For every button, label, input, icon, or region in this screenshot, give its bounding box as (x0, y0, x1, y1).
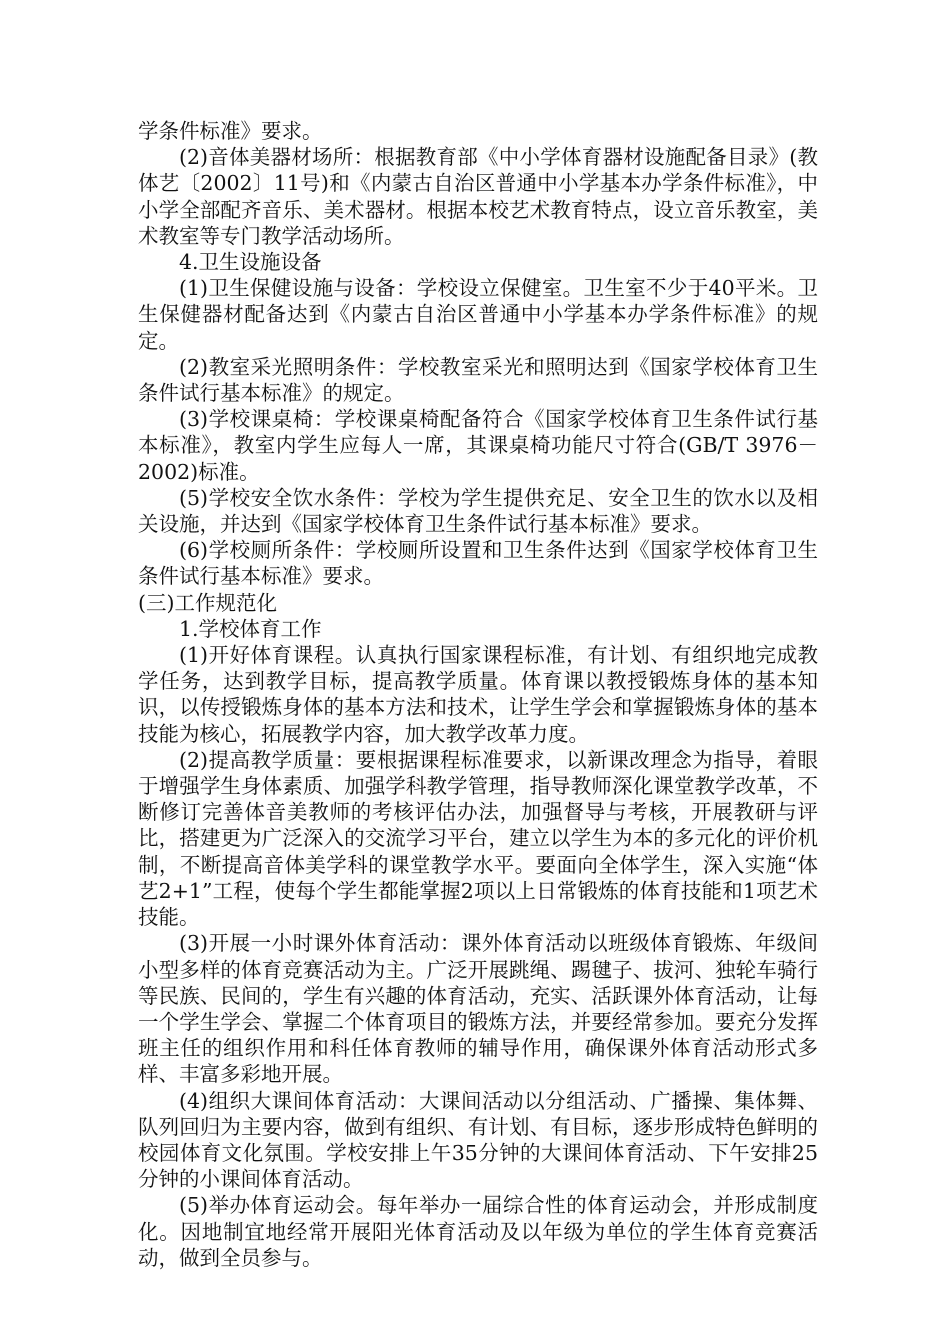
section-heading-health-facilities: 4.卫生设施设备 (179, 250, 322, 275)
paragraph-music-sports-art-equipment: (2)音体美器材场所：根据教育部《中小学体育器材设施配备目录》(教体艺〔2002〕11号)和《内蒙古自治区普通中小学基本办学条件标准》，中小学全部配齐音乐、美术器材。根据本校艺术教育特点，设立音乐教室，美术教室等专门教学活动场所。 (138, 145, 818, 248)
paragraph-drinking-water: (5)学校安全饮水条件：学校为学生提供充足、安全卫生的饮水以及相关设施，并达到《国家学校体育卫生条件试行基本标准》要求。 (138, 485, 818, 537)
paragraph-desks-chairs: (3)学校课桌椅：学校课桌椅配备符合《国家学校体育卫生条件试行基本标准》，教室内学生应每人一席，其课桌椅功能尺寸符合(GB/T 3976－2002)标准。 (138, 407, 818, 484)
paragraph-sports-meet: (5)举办体育运动会。每年举办一届综合性的体育运动会，并形成制度化。因地制宜地经常开展阳光体育活动及以年级为单位的学生体育竞赛活动，做到全员参与。 (138, 1193, 818, 1270)
paragraph-classroom-lighting: (2)教室采光照明条件：学校教室采光和照明达到《国家学校体育卫生条件试行基本标准》的规定。 (138, 354, 818, 406)
document-body (138, 118, 818, 1271)
paragraph-health-care-room: (1)卫生保健设施与设备：学校设立保健室。卫生室不少于40平米。卫生保健器材配备达到《内蒙古自治区普通中小学基本办学条件标准》的规定。 (138, 276, 818, 353)
paragraph-standard-continuation: 学条件标准》要求。 (138, 119, 323, 143)
paragraph-teaching-quality: (2)提高教学质量：要根据课程标准要求，以新课改理念为指导，着眼于增强学生身体素质、加强学科教学管理，指导教师深化课堂教学改革，不断修订完善体音美教师的考核评估办法，加强督导与考核，开展教研与评比，搭建更为广泛深入的交流学习平台，建立以学生为本的多元化的评价机制，不断提高音体美学科的课堂教学水平。要面向全体学生，深入实施“体艺2+1”工程，使每个学生都能掌握2项以上日常锻炼的体育技能和1项艺术技能。 (138, 747, 818, 930)
section-heading-work-standardization: (三)工作规范化 (138, 590, 277, 615)
paragraph-pe-curriculum: (1)开好体育课程。认真执行国家课程标准，有计划、有组织地完成教学任务，达到教学目标，提高教学质量。体育课以教授锻炼身体的基本知识，以传授锻炼身体的基本方法和技术，让学生学会和掌握锻炼身体的基本技能为核心，拓展教学内容，加大教学改革力度。 (138, 643, 818, 746)
paragraph-extracurricular-activity: (3)开展一小时课外体育活动：课外体育活动以班级体育锻炼、年级间小型多样的体育竞赛活动为主。广泛开展跳绳、踢毽子、拔河、独轮车骑行等民族、民间的，学生有兴趣的体育活动，充实、活跃课外体育活动，让每一个学生学会、掌握二个体育项目的锻炼方法，并要经常参加。要充分发挥班主任的组织作用和科任体育教师的辅导作用，确保课外体育活动形式多样、丰富多彩地开展。 (138, 931, 818, 1087)
section-heading-school-pe-work: 1.学校体育工作 (179, 616, 322, 641)
paragraph-break-activity: (4)组织大课间体育活动：大课间活动以分组活动、广播操、集体舞、队列回归为主要内容，做到有组织、有计划、有目标，逐步形成特色鲜明的校园体育文化氛围。学校安排上午35分钟的大课间体育活动、下午安排25分钟的小课间体育活动。 (138, 1088, 818, 1192)
paragraph-toilets: (6)学校厕所条件：学校厕所设置和卫生条件达到《国家学校体育卫生条件试行基本标准》要求。 (138, 538, 818, 589)
